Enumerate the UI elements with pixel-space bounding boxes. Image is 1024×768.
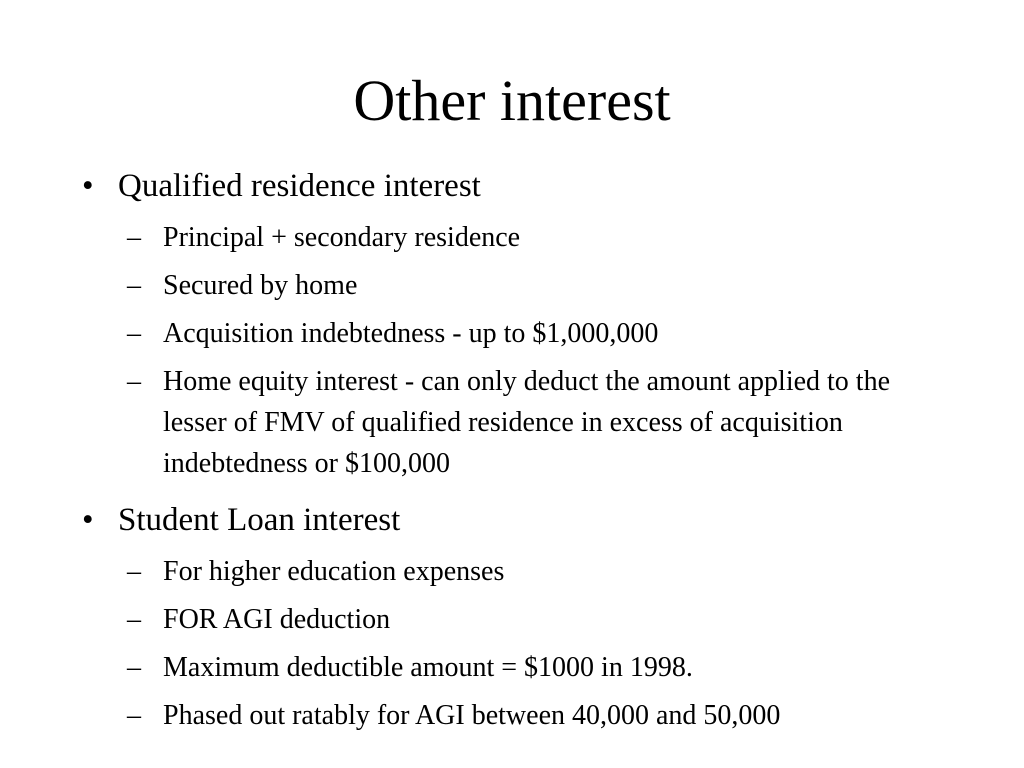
sub-bullet-list (0, 551, 1024, 736)
bullet-heading: Student Loan interest (118, 502, 401, 538)
sub-bullet-text: Phased out ratably for AGI between 40,000 and 50,000 (163, 700, 781, 731)
dash-icon: – (127, 270, 141, 301)
dash-icon: – (127, 366, 141, 397)
sub-bullet-item (0, 361, 1024, 484)
sub-bullet-text: Maximum deductible amount = $1000 in 1998. (163, 652, 693, 683)
sub-bullet-item (0, 695, 1024, 736)
bullet-heading: Qualified residence interest (118, 168, 481, 204)
sub-bullet-item (0, 265, 1024, 306)
bullet-dot-icon: • (82, 168, 94, 204)
slide-title: Other interest (353, 68, 671, 133)
bullet-section-qualified-residence (0, 160, 1024, 484)
section-spacer (0, 484, 1024, 494)
slide-body (0, 160, 1024, 736)
sub-bullet-text: Secured by home (163, 270, 358, 301)
dash-icon: – (127, 556, 141, 587)
dash-icon: – (127, 652, 141, 683)
bullet-item (0, 494, 1024, 546)
sub-bullet-item (0, 217, 1024, 258)
dash-icon: – (127, 318, 141, 349)
bullet-section-student-loan (0, 494, 1024, 736)
sub-bullet-text: Home equity interest - can only deduct the amount applied to the lesser of FMV of qualified residence in excess of acquisition indebtedness or $100,000 (163, 366, 891, 479)
bullet-dot-icon: • (82, 502, 94, 538)
sub-bullet-item (0, 313, 1024, 354)
sub-bullet-text: Acquisition indebtedness - up to $1,000,000 (163, 318, 659, 349)
dash-icon: – (127, 222, 141, 253)
sub-bullet-list (0, 217, 1024, 484)
dash-icon: – (127, 700, 141, 731)
sub-bullet-text: FOR AGI deduction (163, 604, 391, 635)
sub-bullet-text: For higher education expenses (163, 556, 505, 587)
sub-bullet-text: Principal + secondary residence (163, 222, 521, 253)
sub-bullet-item (0, 599, 1024, 640)
sub-bullet-item (0, 647, 1024, 688)
bullet-item (0, 160, 1024, 212)
sub-bullet-item (0, 551, 1024, 592)
dash-icon: – (127, 604, 141, 635)
